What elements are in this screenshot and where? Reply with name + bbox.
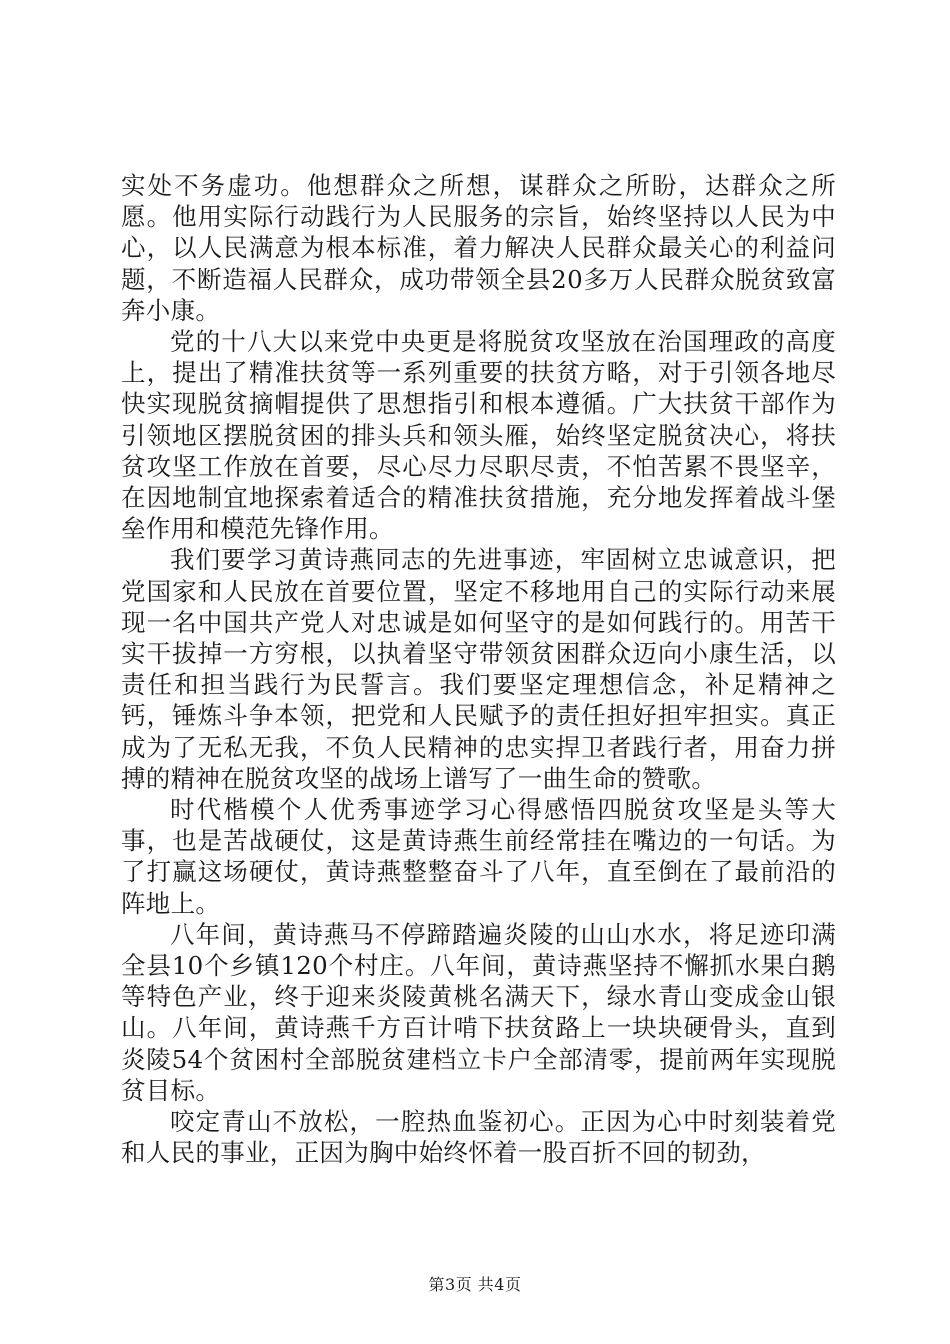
document-body — [121, 170, 836, 1169]
paragraph-6: 咬定青山不放松，一腔热血鉴初心。正因为心中时刻装着党和人民的事业，正因为胸中始终怀着一股百折不回的韧劲， — [121, 1107, 836, 1168]
paragraph-1: 实处不务虚功。他想群众之所想，谋群众之所盼，达群众之所愿。他用实际行动践行为人民服务的宗旨，始终坚持以人民为中心，以人民满意为根本标准，着力解决人民群众最关心的利益问题，不断造福人民群众，成功带领全县20多万人民群众脱贫致富奔小康。 — [121, 171, 836, 325]
paragraph-5: 八年间，黄诗燕马不停蹄踏遍炎陵的山山水水，将足迹印满全县10个乡镇120个村庄。八年间，黄诗燕坚持不懈抓水果白鹅等特色产业，终于迎来炎陵黄桃名满天下，绿水青山变成金山银山。八年间，黄诗燕千方百计啃下扶贫路上一块块硬骨头，直到炎陵54个贫困村全部脱贫建档立卡户全部清零，提前两年实现脱贫目标。 — [121, 919, 836, 1105]
paragraph-4: 时代楷模个人优秀事迹学习心得感悟四脱贫攻坚是头等大事，也是苦战硬仗，这是黄诗燕生前经常挂在嘴边的一句话。为了打赢这场硬仗，黄诗燕整整奋斗了八年，直至倒在了最前沿的阵地上。 — [121, 795, 836, 918]
page-footer: 第3页 共4页 — [428, 1275, 522, 1294]
paragraph-3: 我们要学习黄诗燕同志的先进事迹，牢固树立忠诚意识，把党国家和人民放在首要位置，坚定不移地用自己的实际行动来展现一名中国共产党人对忠诚是如何坚守的是如何践行的。用苦干实干拔掉一方穷根，以执着坚守带领贫困群众迈向小康生活，以责任和担当践行为民誓言。我们要坚定理想信念，补足精神之钙，锤炼斗争本领，把党和人民赋予的责任担好担牢担实。真正成为了无私无我，不负人民精神的忠实捍卫者践行者，用奋力拼搏的精神在脱贫攻坚的战场上谱写了一曲生命的赞歌。 — [121, 545, 836, 793]
paragraph-2: 党的十八大以来党中央更是将脱贫攻坚放在治国理政的高度上，提出了精准扶贫等一系列重要的扶贫方略，对于引领各地尽快实现脱贫摘帽提供了思想指引和根本遵循。广大扶贫干部作为引领地区摆脱贫困的排头兵和领头雁，始终坚定脱贫决心，将扶贫攻坚工作放在首要，尽心尽力尽职尽责，不怕苦累不畏坚辛，在因地制宜地探索着适合的精准扶贫措施，充分地发挥着战斗堡垒作用和模范先锋作用。 — [121, 327, 836, 544]
